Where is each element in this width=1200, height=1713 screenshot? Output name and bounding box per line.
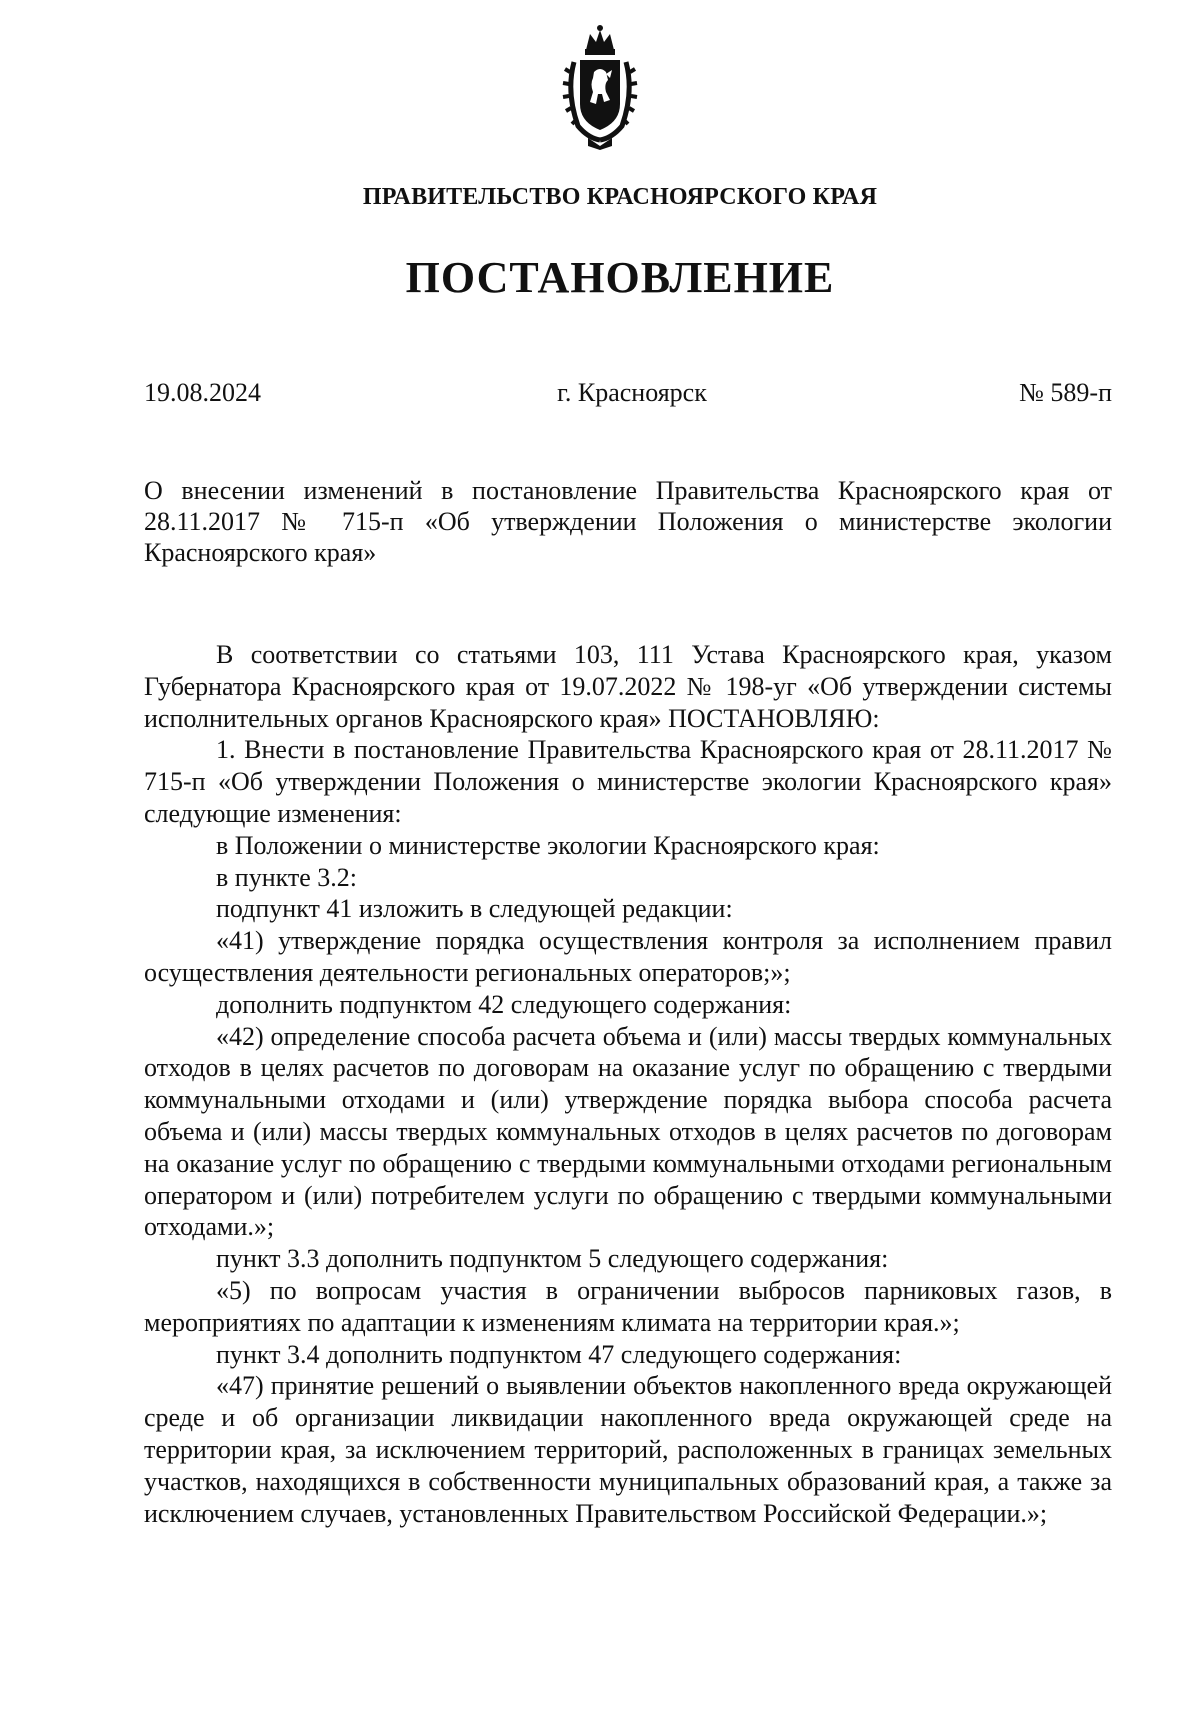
body-paragraph: «42) определение способа расчета объема и (или) массы твердых коммунальных отходов в целях расчетов по договорам на оказание услуг по обращению с твердыми коммунальными отходами и (или) утверждение порядка выбора способа расчета объема и (или) массы твердых коммунальных отходов в целях расчетов по договорам на оказание услуг по обращению с твердыми коммунальными отходами региональным оператором и (или) потребителем услуги по обращению с твердыми коммунальными отходами.»;: [144, 1021, 1112, 1242]
body-paragraph: «5) по вопросам участия в ограничении выбросов парниковых газов, в мероприятиях по адаптации к изменениям климата на территории края.»;: [144, 1275, 1112, 1337]
body-paragraph: дополнить подпунктом 42 следующего содержания:: [216, 989, 792, 1019]
government-title: ПРАВИТЕЛЬСТВО КРАСНОЯРСКОГО КРАЯ: [362, 184, 878, 210]
subject-text: О внесении изменений в постановление Правительства Красноярского края от 28.11.2017 № 715-п «Об утверждении Положения о министерстве экологии Красноярского края»: [144, 476, 1112, 567]
body-paragraph: «41) утверждение порядка осуществления контроля за исполнением правил осуществления деятельности региональных операторов;»;: [144, 926, 1112, 987]
document-meta-row: [144, 378, 1112, 412]
document-type-title: ПОСТАНОВЛЕНИЕ: [405, 253, 835, 302]
body-paragraph: в пункте 3.2:: [216, 862, 358, 892]
document-city: г. Красноярск: [557, 378, 707, 407]
body-paragraph: пункт 3.3 дополнить подпунктом 5 следующего содержания:: [216, 1244, 889, 1274]
body-paragraph: 1. Внести в постановление Правительства Красноярского края от 28.11.2017 № 715-п «Об утверждении Положения о министерстве экологии Красноярского края» следующие изменения:: [144, 735, 1112, 828]
body-paragraph: пункт 3.4 дополнить подпунктом 47 следующего содержания:: [216, 1339, 902, 1369]
body-paragraph: «47) принятие решений о выявлении объектов накопленного вреда окружающей среде и об организации ликвидации накопленного вреда окружающей среде на территории края, за исключением территорий, расположенных в границах земельных участков, находящихся в собственности муниципальных образований края, а также за исключением случаев, установленных Правительством Российской Федерации.»;: [144, 1371, 1112, 1528]
body-paragraph: в Положении о министерстве экологии Красноярского края:: [216, 830, 880, 860]
document-subject: [144, 475, 1112, 568]
document-body: [144, 639, 1112, 1529]
body-paragraph: подпункт 41 изложить в следующей редакции:: [216, 894, 733, 924]
krasnoyarsk-coat-of-arms-icon: [560, 22, 640, 152]
document-number: № 589-п: [1019, 378, 1112, 407]
document-date: 19.08.2024: [144, 378, 261, 407]
body-paragraph: В соответствии со статьями 103, 111 Устава Красноярского края, указом Губернатора Красноярского края от 19.07.2022 № 198-уг «Об утверждении системы исполнительных органов Красноярского края» ПОСТАНОВЛЯЮ:: [144, 640, 1112, 733]
